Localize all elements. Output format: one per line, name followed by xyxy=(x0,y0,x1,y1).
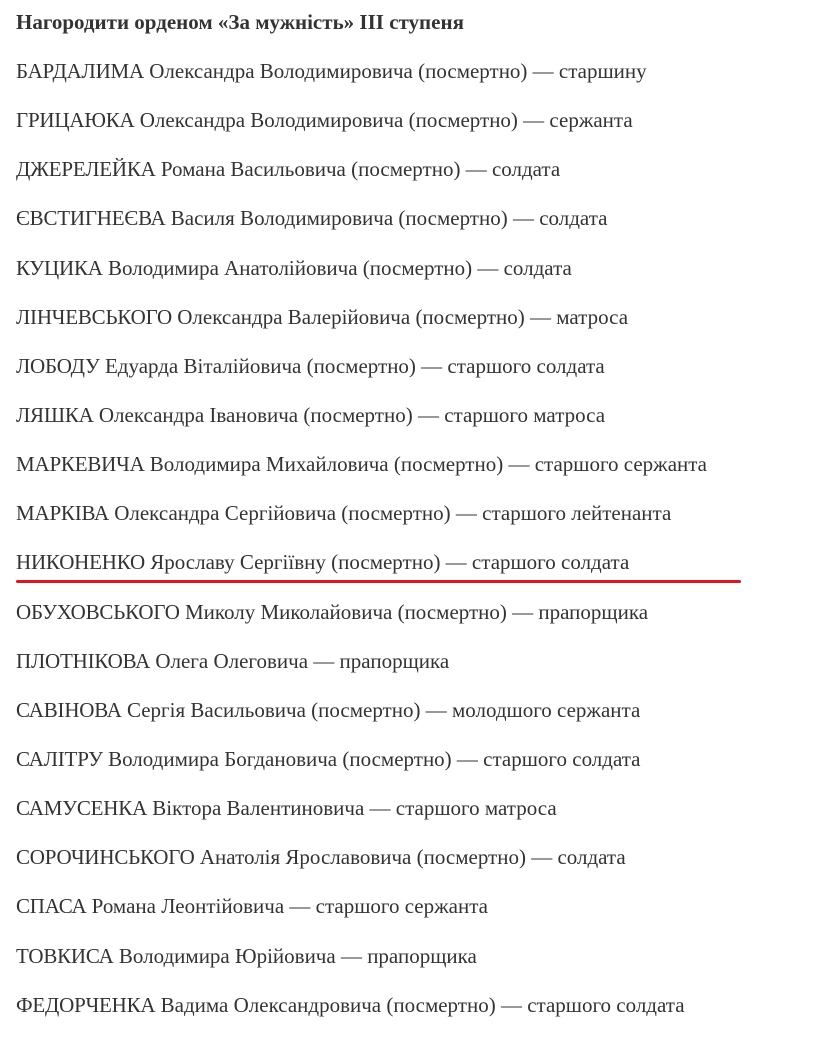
recipient-entry xyxy=(16,352,707,401)
recipient-entry-highlighted xyxy=(16,548,707,597)
recipient-surname: МАРКІВА xyxy=(16,501,109,526)
recipient-details: Володимира Анатолійовича (посмертно) — солдата xyxy=(108,255,572,280)
recipient-surname: САВІНОВА xyxy=(16,697,122,722)
recipient-entry xyxy=(16,598,707,647)
recipient-details: Віктора Валентиновича — старшого матроса xyxy=(152,796,557,821)
recipient-surname: ДЖЕРЕЛЕЙКА xyxy=(16,157,156,182)
recipient-surname: ГРИЦАЮКА xyxy=(16,108,135,133)
recipient-details: Миколу Миколайовича (посмертно) — прапорщика xyxy=(184,599,649,624)
recipient-details: Ярославу Сергіївну (посмертно) — старшого солдата xyxy=(150,550,630,575)
recipient-details: Романа Леонтійовича — старшого сержанта xyxy=(91,894,488,919)
recipient-surname: ОБУХОВСЬКОГО xyxy=(16,599,180,624)
recipient-details: Олександра Валерійовича (посмертно) — матроса xyxy=(177,304,629,329)
recipient-surname: СПАСА xyxy=(16,894,87,919)
recipient-entry xyxy=(16,401,707,450)
highlight-underline xyxy=(16,580,741,583)
recipient-details: Олега Олеговича — прапорщика xyxy=(155,648,450,673)
recipient-details: Едуарда Віталійовича (посмертно) — старшого солдата xyxy=(104,353,605,378)
recipient-entry xyxy=(16,155,707,204)
recipient-entry xyxy=(16,892,707,941)
recipient-entry xyxy=(16,57,707,106)
recipient-details: Василя Володимировича (посмертно) — солдата xyxy=(170,206,608,231)
recipient-details: Сергія Васильовича (посмертно) — молодшого сержанта xyxy=(126,697,641,722)
recipient-details: Володимира Юрійовича — прапорщика xyxy=(118,943,477,968)
recipient-details: Володимира Михайловича (посмертно) — старшого сержанта xyxy=(149,452,708,477)
recipient-surname: НИКОНЕНКО xyxy=(16,550,145,575)
recipient-surname: ЄВСТИГНЕЄВА xyxy=(16,206,166,231)
recipient-surname: СОРОЧИНСЬКОГО xyxy=(16,845,195,870)
recipient-entry xyxy=(16,303,707,352)
recipients-list xyxy=(16,57,707,1040)
recipient-entry xyxy=(16,745,707,794)
recipient-surname: ЛЯШКА xyxy=(16,402,94,427)
recipient-entry xyxy=(16,450,707,499)
recipient-surname: КУЦИКА xyxy=(16,255,103,280)
recipient-details: Олександра Івановича (посмертно) — старшого матроса xyxy=(98,402,606,427)
recipient-surname: ЛОБОДУ xyxy=(16,353,100,378)
recipient-details: Олександра Володимировича (посмертно) — старшину xyxy=(149,59,647,83)
recipient-details: Олександра Сергійовича (посмертно) — старшого лейтенанта xyxy=(114,501,672,526)
recipient-surname: САМУСЕНКА xyxy=(16,796,148,821)
recipient-entry xyxy=(16,991,707,1040)
recipient-details: Олександра Володимировича (посмертно) — сержанта xyxy=(139,108,633,133)
recipient-entry xyxy=(16,204,707,253)
recipient-surname: ЛІНЧЕВСЬКОГО xyxy=(16,304,172,329)
recipient-surname: САЛІТРУ xyxy=(16,746,103,771)
recipient-details: Анатолія Ярославовича (посмертно) — солдата xyxy=(199,845,626,870)
recipient-surname: ТОВКИСА xyxy=(16,943,114,968)
recipient-surname: БАРДАЛИМА xyxy=(16,59,144,83)
recipient-details: Романа Васильовича (посмертно) — солдата xyxy=(160,157,561,182)
recipient-details: Вадима Олександровича (посмертно) — старшого солдата xyxy=(160,992,685,1017)
recipient-entry xyxy=(16,843,707,892)
recipient-entry xyxy=(16,254,707,303)
recipient-entry xyxy=(16,696,707,745)
recipient-entry xyxy=(16,499,707,548)
recipient-entry xyxy=(16,106,707,155)
recipient-entry xyxy=(16,647,707,696)
recipient-entry xyxy=(16,942,707,991)
decree-heading: Нагородити орденом «За мужність» III ступеня xyxy=(16,10,464,34)
recipient-surname: МАРКЕВИЧА xyxy=(16,452,145,477)
recipient-details: Володимира Богдановича (посмертно) — старшого солдата xyxy=(108,746,641,771)
recipient-surname: ФЕДОРЧЕНКА xyxy=(16,992,156,1017)
recipient-entry xyxy=(16,794,707,843)
recipient-surname: ПЛОТНІКОВА xyxy=(16,648,151,673)
